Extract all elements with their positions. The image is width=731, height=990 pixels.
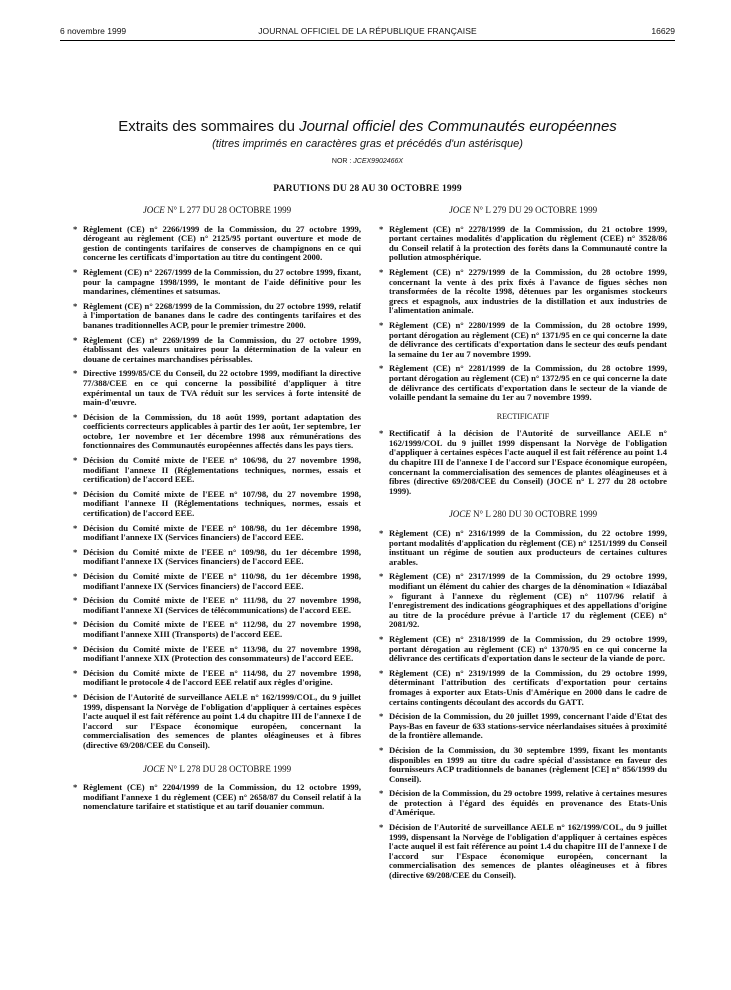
- journal-abbrev: JOCE: [448, 205, 471, 215]
- asterisk-icon: *: [73, 691, 78, 702]
- summary-item: [73, 456, 361, 485]
- summary-item: [379, 225, 667, 263]
- summary-item-text: Décision du Comité mixte de l'EEE n° 108/98, du 1er décembre 1998, modifiant l'annexe IX (Services financiers) de l'accord EEE.: [83, 522, 361, 543]
- journal-issue-heading: [379, 510, 667, 520]
- journal-abbrev: JOCE: [448, 509, 471, 520]
- summary-item-text: Règlement (CE) n° 2281/1999 de la Commission, du 28 octobre 1999, portant dérogation au règlement (CE) n° 1372/95 en ce qui concerne la date de délivrance des certificats d'exportation dans le secteur de la viande de volaille pendant la semaine du 1er au 7 novembre 1999.: [389, 363, 667, 403]
- summary-item: [73, 693, 361, 751]
- summary-item-text: Rectificatif à la décision de l'Autorité de surveillance AELE n° 162/1999/COL du 9 juillet 1999 dispensant la Norvège de l'obligation d'appliquer à certaines espèces l'acte auquel il est fait référence au point 1.4 du chapitre III de l'annexe I de l'accord sur l'Espace économique européen, concernant la commercialisation des semences de plantes oléagineuses et à fibres (directive 69/208/CEE du Conseil) (JOCE n° L 277 du 28 octobre 1999).: [389, 428, 667, 496]
- summary-item-text: Décision de l'Autorité de surveillance AELE n° 162/1999/COL, du 9 juillet 1999, dispensant la Norvège de l'obligation d'appliquer à certaines espèces l'acte auquel il est fait référence au point 1.4 du chapitre III de l'annexe I de l'accord sur l'Espace économique européen, concernant la commercialisation des semences de plantes oléagineuses et à fibres (directive 69/208/CEE du Conseil).: [83, 691, 362, 750]
- summary-item: [73, 645, 361, 664]
- summary-item-text: Règlement (CE) n° 2268/1999 de la Commission, du 27 octobre 1999, relatif à l'importation de bananes dans le cadre des contingents tarifaires et des bananes traditionnelles ACP, pour le premier trimestre 2000.: [83, 300, 361, 330]
- summary-item-text: Décision du Comité mixte de l'EEE n° 112/98, du 27 novembre 1998, modifiant l'annexe XIII (Transports) de l'accord EEE.: [83, 619, 361, 639]
- left-column: [73, 206, 361, 817]
- summary-item: [379, 364, 667, 402]
- asterisk-icon: *: [73, 266, 78, 277]
- summary-item-text: Décision du Comité mixte de l'EEE n° 113/98, du 27 novembre 1998, modifiant l'annexe XIX (Protection des consommateurs) de l'accord EEE.: [83, 643, 361, 664]
- summary-item: [379, 746, 667, 784]
- summary-item: [73, 620, 361, 639]
- summary-item-text: Décision de l'Autorité de surveillance AELE n° 162/1999/COL, du 9 juillet 1999, dispensant la Norvège de l'obligation d'appliquer à certaines espèces l'acte auquel il est fait référence au point 1.4 du chapitre III de l'annexe I de l'accord sur l'Espace économique européen, concernant la commercialisation des semences de plantes oléagineuses et à fibres (directive 69/208/CEE du Conseil).: [389, 822, 668, 881]
- summary-item-text: Règlement (CE) n° 2316/1999 de la Commission, du 22 octobre 1999, portant modalités d'application du règlement (CE) n° 1251/1999 du Conseil instituant un régime de soutien aux producteurs de certaines cultures arables.: [389, 528, 667, 567]
- summary-item-text: Décision du Comité mixte de l'EEE n° 114/98, du 27 novembre 1998, modifiant le protocole 4 de l'accord EEE relatif aux règles d'origine.: [83, 667, 361, 688]
- summary-item-text: Décision du Comité mixte de l'EEE n° 106/98, du 27 novembre 1998, modifiant l'annexe II (Réglementations techniques, normes, essais et certification) de l'accord EEE.: [83, 455, 361, 485]
- summary-item: [379, 429, 667, 496]
- summary-item: [379, 712, 667, 741]
- asterisk-icon: *: [379, 571, 384, 582]
- summary-item: [379, 669, 667, 707]
- summary-item-text: Décision de la Commission, du 18 août 1999, portant adaptation des coefficients correcteurs applicables à partir des 1er août, 1er septembre, 1er octobre, 1er novembre et 1er décembre 1998 aux rémunérations des fonctionnaires des Communautés européennes affectés dans les pays tiers.: [83, 411, 361, 451]
- issue-number: N° L 279 DU 29 OCTOBRE 1999: [470, 205, 598, 215]
- issue-number: N° L 278 DU 28 OCTOBRE 1999: [164, 763, 292, 774]
- summary-item: [73, 268, 361, 297]
- summary-item: [379, 572, 667, 630]
- journal-abbrev: JOCE: [142, 763, 165, 774]
- header-date: 6 novembre 1999: [60, 26, 127, 36]
- summary-item-text: Décision de la Commission, du 29 octobre 1999, relative à certaines mesures de protection à l'égard des équidés en provenance des Etats-Unis d'Amérique.: [389, 788, 667, 818]
- nor-reference: [60, 158, 675, 165]
- summary-item-text: Règlement (CE) n° 2317/1999 de la Commission, du 29 octobre 1999, modifiant un élément du cahier des charges de la dénomination « Idiazábal » figurant à l'annexe du règlement (CE) n° 1107/96 relatif à l'enregistrement des indications géographiques et des appellations d'origine au titre de la procédure prévue à l'article 17 du règlement (CEE) n° 2081/92.: [389, 571, 667, 630]
- summary-item-text: Règlement (CE) n° 2319/1999 de la Commission, du 29 octobre 1999, déterminant l'attribution des certificats d'exportation pour certains fromages à exporter aux Etats-Unis d'Amérique en 2000 dans le cadre de certains contingents découlant des accords du GATT.: [389, 667, 667, 707]
- parutions-heading: PARUTIONS DU 28 AU 30 OCTOBRE 1999: [273, 184, 462, 194]
- summary-item-text: Décision de la Commission, du 20 juillet 1999, concernant l'aide d'Etat des Pays-Bas en faveur de 633 stations-service néerlandaises situées à proximité de la frontière allemande.: [389, 711, 667, 741]
- issue-number: N° L 277 DU 28 OCTOBRE 1999: [164, 205, 292, 215]
- header-journal-name: JOURNAL OFFICIEL DE LA RÉPUBLIQUE FRANÇAISE: [258, 26, 477, 36]
- summary-item: [73, 302, 361, 331]
- nor-code: JCEX9902466X: [353, 158, 404, 165]
- asterisk-icon: *: [73, 300, 78, 311]
- asterisk-icon: *: [379, 428, 384, 439]
- asterisk-icon: *: [73, 643, 78, 654]
- summary-item-text: Règlement (CE) n° 2267/1999 de la Commission, du 27 octobre 1999, fixant, pour la campagne 1998/1999, le montant de l'aide définitive pour les mandarines, clémentines et satsumas.: [83, 266, 361, 297]
- summary-item-text: Règlement (CE) n° 2278/1999 de la Commission, du 21 octobre 1999, portant certaines modalités d'application du règlement (CEE) n° 3528/86 du Conseil relatif à la protection des forêts dans la Communauté contre la pollution atmosphérique.: [389, 223, 667, 263]
- asterisk-icon: *: [73, 488, 78, 499]
- summary-item: [379, 268, 667, 316]
- asterisk-icon: *: [73, 595, 78, 606]
- asterisk-icon: *: [379, 528, 384, 539]
- asterisk-icon: *: [379, 788, 384, 799]
- page-subtitle: (titres imprimés en caractères gras et précédés d'un astérisque): [212, 138, 523, 150]
- summary-item-text: Décision de la Commission, du 30 septembre 1999, fixant les montants disponibles en 1999 au titre du cadre spécial d'assistance en faveur des fournisseurs ACP traditionnels de bananes (règlement [CE] n° 856/1999 du Conseil).: [389, 744, 667, 784]
- summary-item: [73, 548, 361, 567]
- asterisk-icon: *: [73, 782, 78, 793]
- asterisk-icon: *: [379, 744, 384, 755]
- asterisk-icon: *: [73, 411, 78, 422]
- asterisk-icon: *: [379, 266, 384, 277]
- summary-item: [73, 596, 361, 615]
- asterisk-icon: *: [379, 223, 384, 234]
- journal-issue-heading: [379, 206, 667, 216]
- journal-abbrev: JOCE: [142, 205, 165, 215]
- title-prefix: Extraits des sommaires du: [118, 118, 300, 135]
- summary-item-text: Décision du Comité mixte de l'EEE n° 109/98, du 1er décembre 1998, modifiant l'annexe IX (Services financiers) de l'accord EEE.: [83, 546, 361, 567]
- summary-item: [73, 669, 361, 688]
- asterisk-icon: *: [379, 667, 384, 678]
- issue-number: N° L 280 DU 30 OCTOBRE 1999: [470, 509, 598, 520]
- summary-item: [73, 225, 361, 263]
- journal-issue-heading: [73, 765, 361, 775]
- summary-item: [73, 336, 361, 365]
- summary-item: [73, 369, 361, 407]
- header-rule: [60, 40, 675, 41]
- asterisk-icon: *: [379, 363, 384, 374]
- asterisk-icon: *: [379, 633, 384, 644]
- summary-item: [73, 572, 361, 591]
- asterisk-icon: *: [73, 223, 78, 234]
- asterisk-icon: *: [73, 522, 78, 533]
- summary-item: [379, 635, 667, 664]
- header-page-number: 16629: [651, 26, 675, 36]
- summary-item-text: Décision du Comité mixte de l'EEE n° 111/98, du 27 novembre 1998, modifiant l'annexe XI (Services de télécommunications) de l'accord EEE.: [83, 595, 361, 615]
- summary-item-text: Règlement (CE) n° 2280/1999 de la Commission, du 28 octobre 1999, portant dérogation au règlement (CE) n° 1371/95 en ce qui concerne la date de délivrance des certificats d'exportation dans le secteur des œufs pendant la semaine du 1er au 7 novembre 1999.: [389, 319, 667, 359]
- page-title: [60, 118, 675, 136]
- asterisk-icon: *: [379, 319, 384, 330]
- summary-item: [73, 524, 361, 543]
- asterisk-icon: *: [73, 619, 78, 630]
- summary-item-text: Règlement (CE) n° 2204/1999 de la Commission, du 12 octobre 1999, modifiant l'annexe 1 du règlement (CEE) n° 2658/87 du Conseil relatif à la nomenclature tarifaire et statistique et au tarif douanier commun.: [83, 782, 361, 812]
- summary-item: [73, 490, 361, 519]
- journal-issue-heading: [73, 206, 361, 216]
- summary-item-text: Règlement (CE) n° 2266/1999 de la Commission, du 27 octobre 1999, dérogeant au règlement (CE) n° 2125/95 portant ouverture et mode de gestion de contingents tarifaires de conserves de champignons en ce qui concerne les certificats d'importation au titre du contingent 2000.: [83, 223, 361, 263]
- summary-item: [379, 823, 667, 881]
- summary-item-text: Décision du Comité mixte de l'EEE n° 107/98, du 27 novembre 1998, modifiant l'annexe II (Réglementations techniques, normes, essais et certification) de l'accord EEE.: [83, 488, 361, 519]
- asterisk-icon: *: [73, 334, 78, 345]
- rectificatif-heading: RECTIFICATIF: [496, 411, 550, 421]
- summary-item-text: Décision du Comité mixte de l'EEE n° 110/98, du 1er décembre 1998, modifiant l'annexe IX (Services financiers) de l'accord EEE.: [83, 571, 361, 591]
- asterisk-icon: *: [73, 667, 78, 678]
- summary-item: [379, 789, 667, 818]
- summary-item: [379, 529, 667, 567]
- asterisk-icon: *: [379, 711, 384, 722]
- summary-item-text: Directive 1999/85/CE du Conseil, du 22 octobre 1999, modifiant la directive 77/388/CEE en ce qui concerne la possibilité d'appliquer à titre expérimental un taux de TVA réduit sur les services à forte intensité de main-d'œuvre.: [83, 368, 361, 408]
- running-header: [60, 26, 675, 40]
- title-journal: Journal officiel des Communautés européennes: [299, 118, 617, 135]
- summary-item: [73, 783, 361, 812]
- right-column: [379, 206, 667, 886]
- asterisk-icon: *: [73, 455, 78, 466]
- summary-item-text: Règlement (CE) n° 2269/1999 de la Commission, du 27 octobre 1999, établissant des valeurs unitaires pour la détermination de la valeur en douane de certaines marchandises périssables.: [83, 334, 361, 364]
- asterisk-icon: *: [73, 368, 78, 379]
- asterisk-icon: *: [379, 822, 384, 833]
- summary-item: [73, 413, 361, 451]
- summary-item: [379, 321, 667, 359]
- nor-label: NOR :: [331, 158, 354, 165]
- summary-item-text: Règlement (CE) n° 2318/1999 de la Commission, du 29 octobre 1999, portant dérogation au règlement (CE) n° 1370/95 en ce qui concerne la délivrance des certificats d'exportation dans le secteur de la viande de porc.: [389, 633, 667, 664]
- asterisk-icon: *: [73, 571, 78, 581]
- asterisk-icon: *: [73, 546, 78, 557]
- summary-item-text: Règlement (CE) n° 2279/1999 de la Commission, du 28 octobre 1999, concernant la vente à des prix fixés à l'avance de figues sèches non transformées de la récolte 1998, détenues par les organismes stockeurs grecs et espagnols, aux industries de la distillation et aux industries de l'alimentation animale.: [389, 266, 667, 316]
